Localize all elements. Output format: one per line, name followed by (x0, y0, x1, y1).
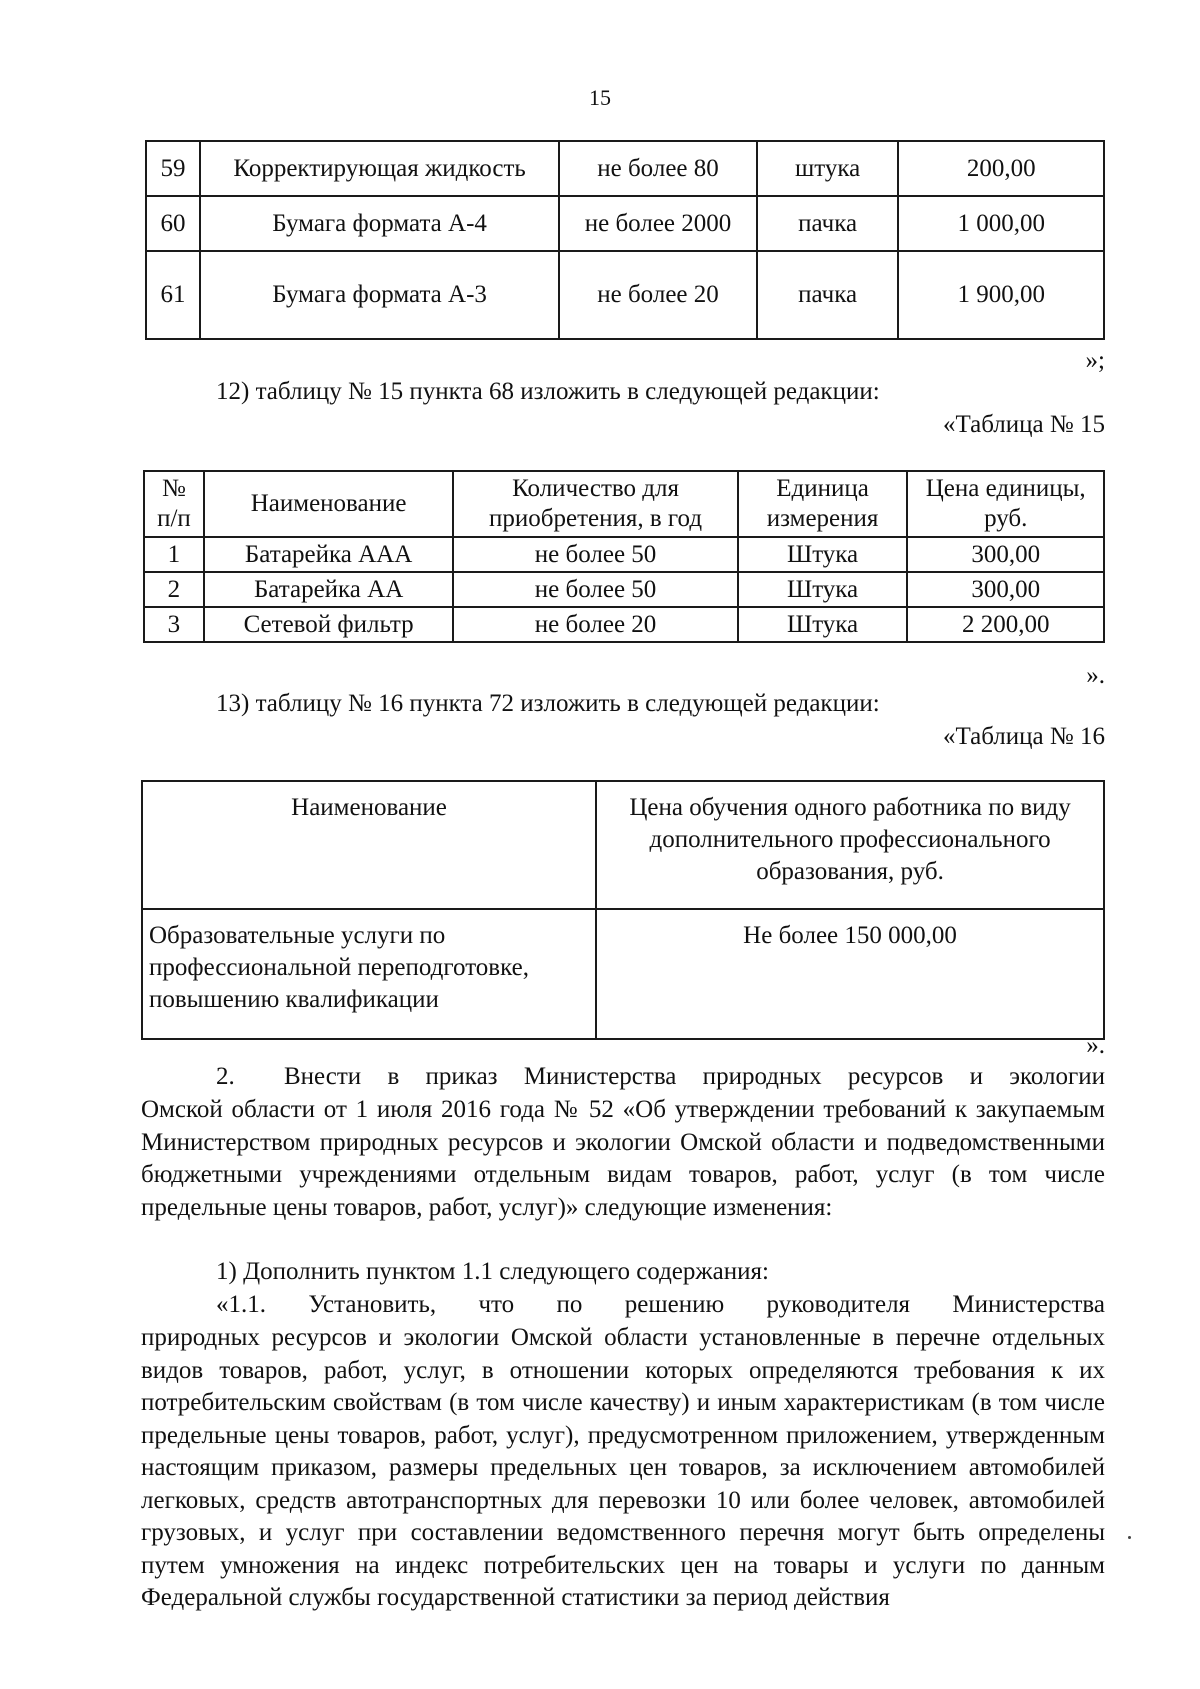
table-cell: 59 (146, 141, 200, 196)
table-cell: пачка (757, 196, 899, 251)
table-15 (143, 470, 1105, 643)
table-cell: не более 20 (559, 251, 756, 339)
section-2-text: Омской области от 1 июля 2016 года № 52 «Об утверждении требований к закупаемым Министерством природных ресурсов и экологии Омской области и подведомственными бюджетными учреждениями отдельным видам товаров, работ, услуг (в том числе предельные цены товаров, работ, услуг)» следующие изменения: (141, 1096, 1105, 1221)
table-row (144, 572, 1104, 607)
table-cell: 300,00 (907, 537, 1104, 572)
clause-1-1-text: природных ресурсов и экологии Омской области установленные в перечне отдельных видов товаров, работ, услуг, в отношении которых определяются требования к их потребительским свойствам (в том числе качеству) и иным характеристикам (в том числе предельные цены товаров, работ, услуг), предусмотренном приложением, утвержденным настоящим приказом, размеры предельных цен товаров, за исключением автомобилей легковых, средств автотранспортных для перевозки 10 или более человек, автомобилей грузовых, и услуг при составлении ведомственного перечня могут быть определены путем умножения на индекс потребительских цен на товары и услуги по данным Федеральной службы государственной статистики за период действия (141, 1324, 1105, 1611)
table-cell: не более 50 (453, 572, 737, 607)
table-cell: Образовательные услуги по профессиональной переподготовке, повышению квалификации (142, 909, 596, 1039)
scan-dot-mark (1128, 1536, 1131, 1539)
table-row (144, 537, 1104, 572)
table-cell: 60 (146, 196, 200, 251)
table-cell: Корректирующая жидкость (200, 141, 559, 196)
column-header: Наименование (142, 781, 596, 909)
table-cell: не более 80 (559, 141, 756, 196)
table-cell: Не более 150 000,00 (596, 909, 1104, 1039)
table-cell: не более 20 (453, 607, 737, 642)
item-13-text: 13) таблицу № 16 пункта 72 изложить в следующей редакции: (216, 690, 880, 717)
table-cell: штука (757, 141, 899, 196)
continuation-table (145, 140, 1105, 340)
table-cell: не более 50 (453, 537, 737, 572)
table-cell: 61 (146, 251, 200, 339)
column-header: Наименование (204, 471, 454, 537)
table-15-caption: «Таблица № 15 (942, 411, 1105, 438)
subitem-1-text: 1) Дополнить пунктом 1.1 следующего содержания: (216, 1258, 769, 1285)
table-cell: Батарейка АА (204, 572, 454, 607)
table-cell: не более 2000 (559, 196, 756, 251)
table-cell: 1 000,00 (898, 196, 1104, 251)
section-2-intro: Внести в приказ Министерства природных ресурсов и экологии (284, 1063, 1105, 1090)
table-cell: 200,00 (898, 141, 1104, 196)
table-16 (141, 780, 1105, 1040)
column-header: Количество для приобретения, в год (453, 471, 737, 537)
table-cell: Штука (738, 572, 908, 607)
table-header-row (144, 471, 1104, 537)
page-number: 15 (589, 85, 611, 110)
table-cell: 1 900,00 (898, 251, 1104, 339)
column-header: Цена обучения одного работника по виду дополнительного профессионального образования, руб. (596, 781, 1104, 909)
table-row (144, 607, 1104, 642)
table-row (146, 141, 1104, 196)
column-header: Единица измерения (738, 471, 908, 537)
table-16-caption: «Таблица № 16 (942, 723, 1105, 750)
item-12-text: 12) таблицу № 15 пункта 68 изложить в следующей редакции: (216, 378, 880, 405)
table-cell: Бумага формата А-4 (200, 196, 559, 251)
table-cell: 1 (144, 537, 204, 572)
table-cell: пачка (757, 251, 899, 339)
table-row (146, 251, 1104, 339)
table-16-closing-quote: ». (1086, 1032, 1105, 1059)
table-cell: Штука (738, 607, 908, 642)
table-closing-quote: »; (1085, 347, 1105, 374)
table-cell: 2 200,00 (907, 607, 1104, 642)
column-header: № п/п (144, 471, 204, 537)
table-cell: Батарейка ААА (204, 537, 454, 572)
table-cell: Сетевой фильтр (204, 607, 454, 642)
table-cell: Бумага формата А-3 (200, 251, 559, 339)
column-header: Цена единицы, руб. (907, 471, 1104, 537)
table-cell: Штука (738, 537, 908, 572)
table-header-row (142, 781, 1104, 909)
section-2-number: 2. (216, 1063, 235, 1090)
table-cell: 300,00 (907, 572, 1104, 607)
clause-1-1-start: «1.1. Установить, что по решению руководителя Министерства (216, 1291, 1105, 1318)
table-cell: 2 (144, 572, 204, 607)
table-15-closing-quote: ». (1086, 662, 1105, 689)
table-cell: 3 (144, 607, 204, 642)
table-row (146, 196, 1104, 251)
table-row (142, 909, 1104, 1039)
